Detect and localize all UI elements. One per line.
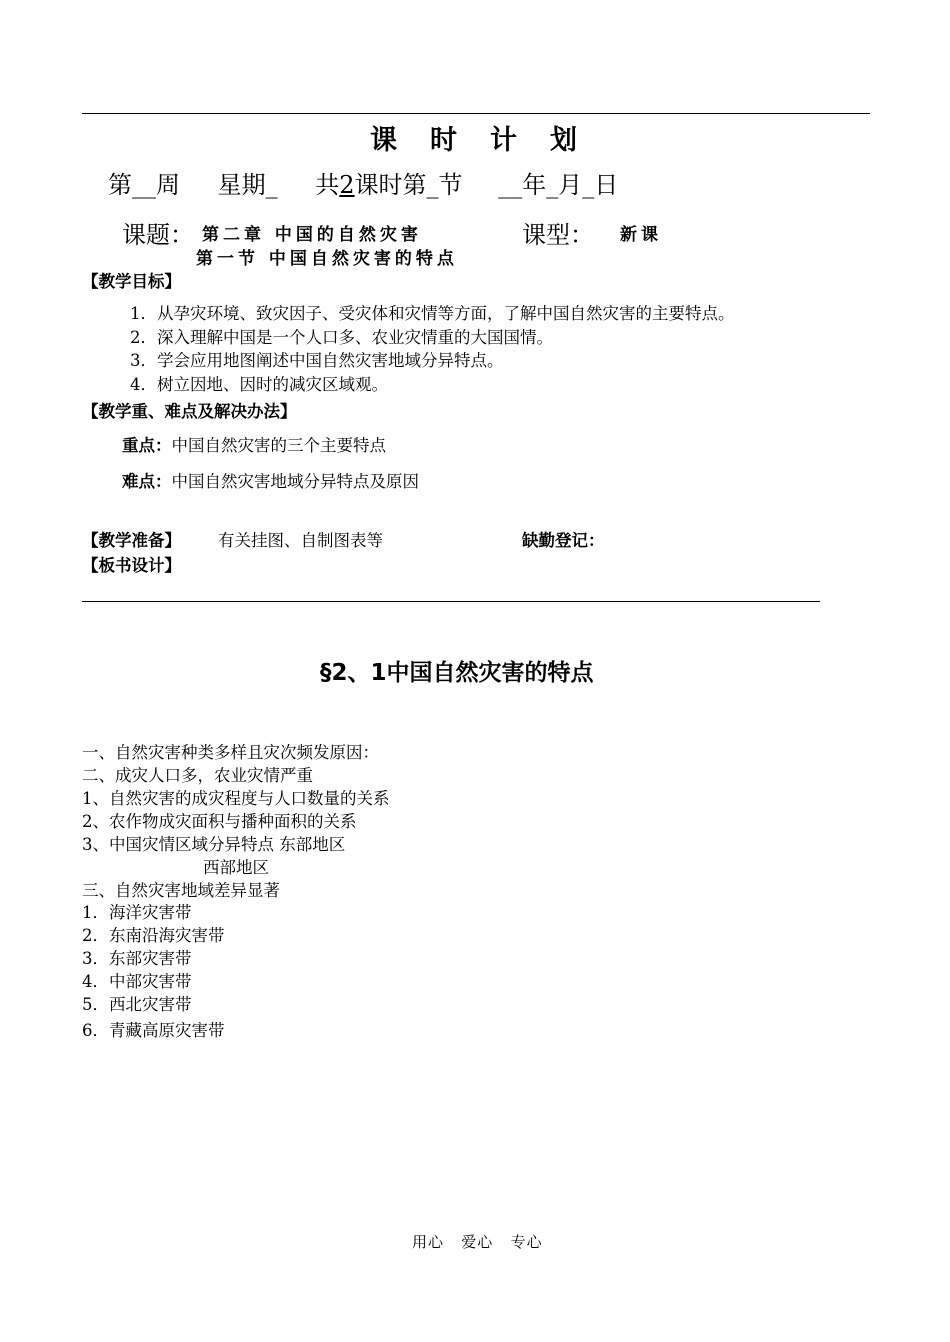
objective-item: 1．从孕灾环境、致灾因子、受灾体和灾情等方面，了解中国自然灾害的主要特点。 <box>130 304 735 323</box>
keypoints-heading: 【教学重、难点及解决办法】 <box>82 402 297 421</box>
difficult-point-label: 难点： <box>122 472 172 491</box>
objectives-heading: 【教学目标】 <box>82 272 181 291</box>
objective-item: 3．学会应用地图阐述中国自然灾害地域分异特点。 <box>130 351 504 370</box>
type-value: 新课 <box>620 225 662 245</box>
outline-line: 2、农作物成灾面积与播种面积的关系 <box>82 812 357 831</box>
page-footer: 用心 爱心 专心 <box>412 1233 543 1251</box>
outline-line: 西部地区 <box>203 858 269 877</box>
outline-line: 二、成灾人口多，农业灾情严重 <box>82 766 313 785</box>
board-heading: 【板书设计】 <box>82 556 181 575</box>
total-periods: 2 <box>339 171 355 199</box>
outline-line: 三、自然灾害地域差异显著 <box>82 881 280 900</box>
outline-line: 4．中部灾害带 <box>82 972 192 991</box>
outline-line: 5．西北灾害带 <box>82 995 192 1014</box>
period-field: 课时第_节 <box>354 171 463 199</box>
weekday-field: 星期_ <box>217 171 278 199</box>
date-field: __年_月_日 <box>498 171 619 199</box>
outline-line: 一、自然灾害种类多样且灾次频发原因： <box>82 743 379 762</box>
week-field: 第__周 <box>108 171 180 199</box>
outline-line: 6．青藏高原灾害带 <box>82 1021 225 1040</box>
topic-label: 课题： <box>122 221 194 249</box>
outline-line: 3．东部灾害带 <box>82 949 192 968</box>
total-prefix: 共 <box>315 171 340 199</box>
difficult-point-value: 中国自然灾害地域分异特点及原因 <box>171 472 419 491</box>
outline-line: 1、自然灾害的成灾程度与人口数量的关系 <box>82 789 390 808</box>
absence-label: 缺勤登记： <box>522 531 605 550</box>
prep-value: 有关挂图、自制图表等 <box>218 531 383 550</box>
key-point-value: 中国自然灾害的三个主要特点 <box>171 436 386 455</box>
topic-section: 第一节 中国自然灾害的特点 <box>196 249 458 269</box>
outline-line: 2．东南沿海灾害带 <box>82 926 225 945</box>
section-title: §2、1中国自然灾害的特点 <box>320 660 594 686</box>
prep-heading: 【教学准备】 <box>82 531 181 550</box>
topic-chapter: 第二章 中国的自然灾害 <box>202 225 422 245</box>
key-point <box>122 432 386 456</box>
page-title: 课时计划 <box>370 125 610 156</box>
objective-item: 2．深入理解中国是一个人口多、农业灾情重的大国国情。 <box>130 328 553 347</box>
outline-line: 1．海洋灾害带 <box>82 903 192 922</box>
mid-rule <box>82 601 820 602</box>
outline-line: 3、中国灾情区域分异特点 东部地区 <box>82 835 346 854</box>
difficult-point <box>122 468 419 492</box>
week-line <box>108 165 618 200</box>
objective-item: 4．树立因地、因时的减灾区域观。 <box>130 375 388 394</box>
key-point-label: 重点： <box>122 436 172 455</box>
type-label: 课型： <box>522 221 594 249</box>
top-rule <box>82 113 870 114</box>
